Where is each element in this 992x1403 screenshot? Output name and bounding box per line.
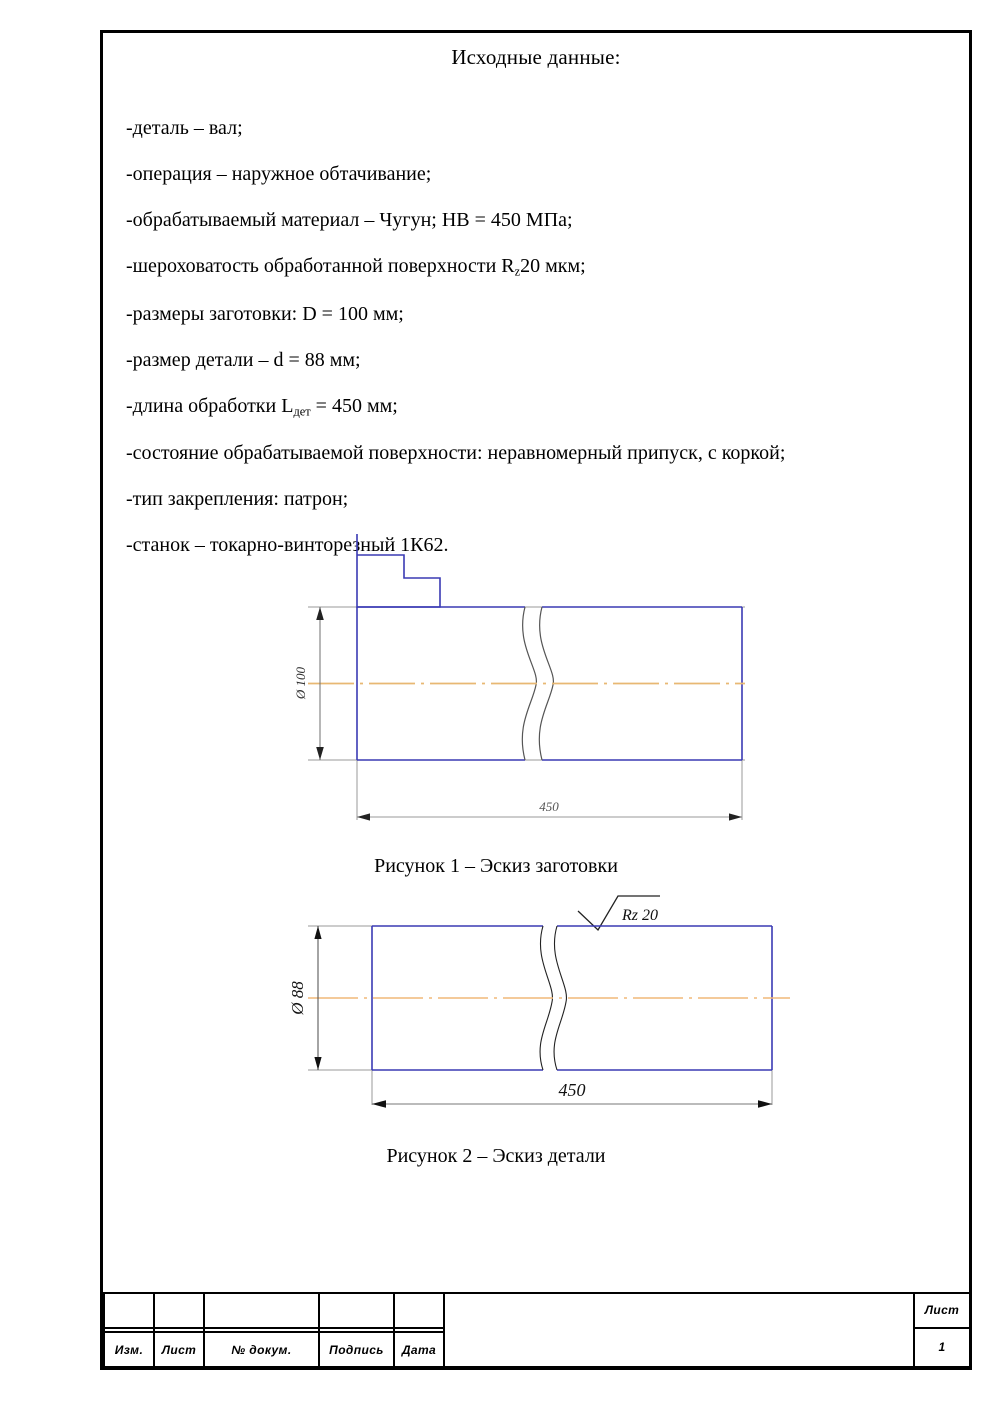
page-title: Исходные данные: <box>451 45 621 69</box>
length-label: 450 <box>558 1080 586 1100</box>
tb-sheet-label: Лист <box>914 1293 970 1328</box>
spec-roughness-post: 20 мкм; <box>520 255 586 278</box>
title-block <box>103 1292 969 1368</box>
spec-roughness-pre: -шероховатость обработанной поверхности R <box>126 255 515 278</box>
figure-part-sketch <box>0 890 992 1168</box>
roughness-label: Rz 20 <box>622 907 658 924</box>
spec-item-machine: -станок – токарно-винторезный 1К62. <box>126 533 449 556</box>
diameter-label: Ø 88 <box>288 981 307 1015</box>
figure-blank-sketch <box>0 520 992 878</box>
spec-item-blank-size: -размеры заготовки: D = 100 мм; <box>126 302 404 325</box>
tb-cell-designation[interactable] <box>444 1293 914 1367</box>
tb-sheet-number: 1 <box>914 1328 970 1367</box>
tb-header-list: Лист <box>154 1332 204 1367</box>
spec-length-subscript: дет <box>293 404 311 418</box>
tb-cell-doc-1[interactable] <box>204 1293 319 1328</box>
spec-item-roughness <box>126 254 946 279</box>
spec-roughness-subscript: z <box>514 264 521 279</box>
spec-item-length <box>126 394 946 419</box>
blank-sketch-drawing <box>0 520 992 850</box>
figure-2-caption: Рисунок 2 – Эскиз детали <box>386 1145 606 1167</box>
spec-item-clamping: -тип закрепления: патрон; <box>126 487 349 510</box>
tb-cell-data-1[interactable] <box>394 1293 444 1328</box>
tb-header-data: Дата <box>394 1332 444 1367</box>
spec-item-operation: -операция – наружное обтачивание; <box>126 163 432 186</box>
title-block-table <box>103 1292 971 1368</box>
spec-item-material: -обрабатываемый материал – Чугун; НВ = 450 МПа; <box>126 209 573 232</box>
extension-lines <box>308 926 772 1105</box>
spec-length-pre: -длина обработки L <box>126 394 294 417</box>
tb-header-podpis: Подпись <box>319 1332 394 1367</box>
spec-item-part-size: -размер детали – d = 88 мм; <box>126 348 361 371</box>
tb-cell-izm-1[interactable] <box>104 1293 154 1328</box>
dimension-length <box>372 1080 772 1108</box>
tb-header-izm: Изм. <box>104 1332 154 1367</box>
spec-item-surface-state: -состояние обрабатываемой поверхности: неравномерный припуск, с коркой; <box>126 441 786 464</box>
part-sketch-drawing <box>0 890 992 1140</box>
document-content <box>126 45 946 579</box>
spec-item-part: -деталь – вал; <box>126 117 243 140</box>
title-block-row-empty-1 <box>104 1293 970 1328</box>
allowance-steps <box>357 534 440 607</box>
spec-length-post: = 450 мм; <box>310 394 398 417</box>
dimension-length <box>357 799 742 821</box>
diameter-label: Ø 100 <box>293 666 308 700</box>
tb-header-doc: № докум. <box>204 1332 319 1367</box>
roughness-symbol <box>578 896 660 930</box>
length-label: 450 <box>539 799 559 814</box>
figure-1-caption: Рисунок 1 – Эскиз заготовки <box>374 855 618 877</box>
specification-list <box>126 116 946 557</box>
tb-cell-list-1[interactable] <box>154 1293 204 1328</box>
tb-cell-podpis-1[interactable] <box>319 1293 394 1328</box>
